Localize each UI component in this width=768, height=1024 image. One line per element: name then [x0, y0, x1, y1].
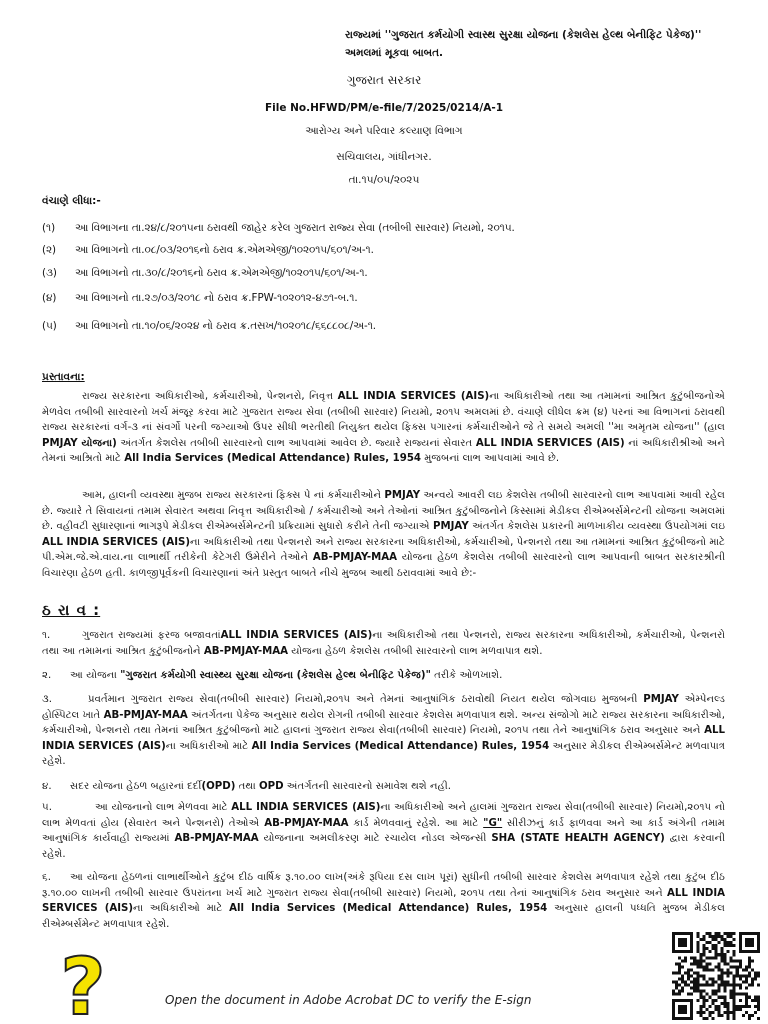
- bold-text-run: "ગુજરાત કર્મયોગી સ્વાસ્થ્ય સુરક્ષા યોજના (કેશલેસ હેલ્થ બેનીફિટ પેકેજ)": [120, 670, 431, 681]
- item-number: ૬.: [42, 872, 51, 883]
- reference-item: [42, 265, 732, 281]
- text-run: ના અધિકારીઓ માટે: [133, 903, 230, 915]
- bold-text-run: "G": [483, 817, 503, 829]
- reference-number: (૫): [42, 320, 57, 332]
- bold-text-run: PMJAY: [433, 521, 469, 533]
- text-run: કાર્ડ મેળવવાનું રહેશે. આ માટે: [348, 817, 484, 829]
- text-run: યોજના હેઠળ કેશલેસ તબીબી સારવારનો લાભ આપવાની બાબત સરકારશ્રીની વિચારણા હેઠળ હતી. કાળજીપૂર્વકની વિચારણાનાં અંતે પ્રસ્તુત બાબતે નીચે મુજબ આથી ઠરાવવામાં આવે છે:-: [42, 552, 725, 579]
- text-run: પ્રવર્તમાન ગુજરાત રાજ્ય સેવા(તબીબી સારવાર) નિયમો,૨૦૧૫ અને તેમનાં આનુષાંગિક ઠરાવોથી નિયત થયેલ જોગવાઇ મુજબની: [88, 694, 644, 705]
- text-run: ના અધિકારીઓ માટે: [165, 740, 252, 752]
- text-run: રાજ્ય સરકારના અધિકારીઓ, કર્મચારીઓ, પેન્શનરો, નિવૃત્ત: [82, 391, 338, 402]
- bold-text-run: ALL INDIA SERVICES (AIS): [220, 630, 373, 641]
- bold-text-run: All India Services (Medical Attendance) Rules, 1954: [251, 740, 550, 752]
- bold-text-run: AB-PMJAY-MAA: [103, 709, 188, 721]
- preamble-paragraph: [42, 488, 725, 598]
- text-run: આ યોજના હેઠળનાં લાભાર્થીઓને કુટુંબ દીઠ વાર્ષિક રૂ.૧૦.૦૦ લાખ(અંકે રૂપિયા દસ લાખ પૂરાં) સુધીની તબીબી સારવાર કેશલેસ મળવાપાત્ર રહેશે તથા કુટુંબ દીઠ રૂ.૧૦.૦૦ લાખની તબીબી સારવાર ઉપરાંતના ખર્ચ માટે ગુજરાત રાજ્ય સેવા(તબીબી સારવાર) નિયમો, ૨૦૧૫ તથા તેનાં આનુષાંગિક ઠરાવ અનુસાર અને: [42, 872, 725, 899]
- text-run: સીરીઝનું કાર્ડ ફાળવવા અને આ કાર્ડ અંગેની તમામ આનુષાંગિક કાર્યવાહી રાજ્યમાં: [42, 817, 725, 845]
- item-number: ૩.: [42, 694, 53, 705]
- text-run: નાં અધિકારીશ્રીઓ અને તેમનાં આશ્રિતો માટે: [42, 437, 725, 465]
- bold-text-run: ALL INDIA SERVICES (AIS): [337, 391, 490, 402]
- text-run: અંતર્ગત કેશલેસ તબીબી સારવારનો લાભ આપવામાં આવેલ છે. જ્યારે રાજ્યનાં સેવારત: [116, 437, 476, 449]
- text-run: મુજબનાં લાભ આપવામાં આવે છે.: [421, 453, 560, 465]
- document-date: તા.૧૫/૦૫/૨૦૨૫: [348, 174, 420, 186]
- resolution-item: [42, 870, 725, 933]
- item-text: [42, 872, 725, 930]
- text-run: ગુજરાત રાજ્યમાં ફરજ બજાવતાં: [82, 630, 221, 641]
- office-address: સચિવાલય, ગાંધીનગર.: [336, 151, 432, 163]
- reference-number: (૨): [42, 244, 57, 256]
- item-number: ૧.: [42, 630, 51, 641]
- bold-text-run: PMJAY યોજના): [42, 437, 117, 449]
- text-run: એમ્પેનલ્ડ હોસ્પિટલ ખાતે: [42, 694, 725, 721]
- qr-code-graphic: [672, 932, 760, 1020]
- text-run: અન્વયે આવરી લઇ કેશલેસ તબીબી સારવારનો લાભ આપવામાં આવી રહેલ છે. જ્યારે તે સિવાયનાં તમામ સેવારત અથવા નિવૃત્ત અધિકારીઓ / કર્મચારીઓ અને તેઓનાં આશ્રિત કુટુંબીજનોને કિસ્સામાં મેડીકલ રીએમ્બર્સમેન્ટની યોજના અમલમાં છે. વહીવટી સુધારણાનાં ભાગરૂપે મેડીકલ રીએમ્બર્સમેન્ટની પ્રક્રિયામાં સુધારો કરીને તેની જગ્યાએ: [42, 490, 725, 533]
- preamble-heading: પ્રસ્તાવના:: [42, 371, 85, 383]
- file-number: File No.HFWD/PM/e-file/7/2025/0214/A-1: [264, 102, 504, 114]
- bold-text-run: All India Services (Medical Attendance) Rules, 1954: [229, 903, 548, 915]
- resolution-item: [42, 692, 725, 771]
- qr-code-icon: [672, 932, 760, 1020]
- reference-number: (૩): [42, 267, 57, 279]
- bold-text-run: All India Services (Medical Attendance) Rules, 1954: [124, 453, 421, 465]
- esign-verify-note: Open the document in Adobe Acrobat DC to verify the E-sign: [165, 993, 532, 1007]
- question-mark-glyph: ?: [60, 948, 106, 1020]
- text-run: અંતર્ગતના પેકેજ અનુસાર થયેલ રોગની તબીબી સારવાર કેશલેસ મળવાપાત્ર થશે. અન્ય સંજોગો માટે રાજ્ય સરકારના અધિકારીઓ, કર્મચારીઓ, પેન્શનરો તથા તેમનાં આશ્રિત કુટુંબીજનો માટે હાલનાં ગુજરાત રાજ્ય સેવા(તબીબી સારવાર) નિયમો, ૨૦૧૫ તથા તેને આનુષાંગિક ઠરાવ અનુસાર અને: [42, 709, 725, 737]
- text-run: અનુસાર મેડીકલ રીએમ્બર્સમેન્ટ મળવાપાત્ર રહેશે.: [42, 740, 725, 768]
- bold-text-run: ALL INDIA SERVICES (AIS): [42, 725, 725, 752]
- resolution-item: [42, 628, 725, 660]
- reference-text: આ વિભાગનો તા.૨૭/૦૩/૨૦૧૮ નો ઠરાવ ક્ર.FPW-૧૦૨૦૧૨-૪૭૧-બ.૧.: [75, 292, 358, 304]
- reference-item: [42, 318, 732, 334]
- question-mark-graphic: [56, 948, 110, 1020]
- bold-text-run: SHA (STATE HEALTH AGENCY): [491, 833, 665, 845]
- item-text: [42, 802, 725, 860]
- reference-text: આ વિભાગનો તા.૧૦/૦૬/૨૦૨૪ નો ઠરાવ ક્ર.તસખ/૧૦૨૦૧૮/૬૬૮૮૦૮/અ-૧.: [75, 320, 377, 332]
- bold-text-run: AB-PMJAY-MAA: [312, 552, 398, 564]
- reference-text: આ વિભાગના તા.૨૪/૮/૨૦૧૫ના ઠરાવથી જાહેર કરેલ ગુજરાત રાજ્ય સેવા (તબીબી સારવાર) નિયમો, ૨૦૧૫.: [75, 222, 515, 234]
- bold-text-run: (OPD): [201, 781, 236, 792]
- bold-text-run: ALL INDIA SERVICES (AIS): [475, 437, 625, 449]
- item-number: ૨.: [42, 670, 52, 681]
- resolution-item: [42, 800, 725, 863]
- text-run: ના અધિકારીઓ તથા પેન્શનરો અને રાજ્ય સરકારના અધિકારીઓ, કર્મચારીઓ, પેન્શનરો તથા આ તમામનાં આશ્રિત કુટુંબીજનો માટે પી.એમ.જે.એ.વાય.ના લાભાર્થી તરીકેની કેટેગરી ઉમેરીને તેઓને: [42, 536, 725, 564]
- reference-number: (૪): [42, 292, 57, 304]
- resolution-item: [42, 779, 725, 795]
- reference-number: (૧): [42, 222, 56, 234]
- reference-text: આ વિભાગનો તા.૦૮/૦૩/૨૦૧૬નો ઠરાવ ક્ર.એમએજી/૧૦૨૦૧૫/૬૦૧/અ-૧.: [75, 244, 374, 256]
- text-run: યોજના હેઠળ કેશલેસ તબીબી સારવારનો લાભ મળવાપાત્ર થશે.: [288, 645, 543, 657]
- text-run: ના અધિકારીઓ તથા પેન્શનરો, રાજ્ય સરકારના અધિકારીઓ, કર્મચારીઓ, પેન્શનરો તથા આ તમામનાં આશ્રિત કુટુંબીજનોને: [42, 630, 725, 657]
- text-run: આ યોજનાનો લાભ મેળવવા માટે: [95, 802, 232, 813]
- bold-text-run: PMJAY: [643, 694, 679, 705]
- bold-text-run: ALL INDIA SERVICES (AIS): [42, 536, 191, 548]
- resolution-heading: ઠ રા વ :: [42, 601, 101, 619]
- text-run: તરીકે ઓળખાશે.: [430, 670, 503, 681]
- item-text: [70, 670, 502, 681]
- bold-text-run: AB-PMJAY-MAA: [174, 833, 259, 845]
- text-run: અંતર્ગત કેશલેસ પ્રકારની માળખાકીય વ્યવસ્થા ઉપયોગમાં લઇ: [468, 521, 725, 533]
- bold-text-run: OPD: [258, 781, 284, 792]
- bold-text-run: AB-PMJAY-MAA: [264, 817, 349, 829]
- bold-text-run: AB-PMJAY-MAA: [203, 645, 289, 657]
- reference-text: આ વિભાગનો તા.૩૦/૮/૨૦૧૬નો ઠરાવ ક્ર.એમએજી/૧૦૨૦૧૫/૬૦૧/અ-૧.: [75, 267, 368, 279]
- text-run: દ્વારા કરવાની રહેશે.: [42, 833, 725, 860]
- text-run: તથા: [235, 781, 259, 792]
- text-run: આમ, હાલની વ્યવસ્થા મુજબ રાજ્ય સરકારનાં ફિક્સ પે નાં કર્મચારીઓને: [82, 490, 385, 501]
- text-run: ના અધિકારીઓ અને હાલમાં ગુજરાત રાજ્ય સેવા(તબીબી સારવાર) નિયમો,૨૦૧૫ નો લાભ મેળવતાં હોય (સેવારત અને પેન્શનરો) તેઓએ: [42, 802, 725, 829]
- text-run: અંતર્ગતની સારવારનો સમાવેશ થશે નહી.: [283, 781, 451, 792]
- item-text: [42, 694, 725, 767]
- item-text: [42, 630, 725, 657]
- text-run: સદર યોજના હેઠળ બહારનાં દર્દી: [70, 781, 202, 792]
- reference-item: [42, 242, 732, 258]
- text-run: આ યોજના: [70, 670, 121, 681]
- references-heading: વંચાણે લીધા:-: [42, 195, 101, 207]
- item-text: [70, 781, 451, 792]
- question-mark-icon: [56, 948, 110, 1020]
- resolution-item: [42, 668, 725, 684]
- text-run: ના અધિકારીઓ તથા આ તમામનાં આશ્રિત કુટુંબીજનોએ મેળવેલ તબીબી સારવારનો ખર્ચ મંજૂર કરવા માટે ગુજરાત રાજ્ય સેવા (તબીબી સારવાર) નિયમો, ૨૦૧૫ અમલમાં છે. વંચાણે લીધેલ ક્રમ (૪) પરનાં આ વિભાગનાં ઠરાવથી રાજ્ય સરકારનાં વર્ગ-૩ નાં સંવર્ગો પરની જગ્યાઓ ઉપર સીધી ભરતીથી નિયુક્ત થયેલ ફિક્સ પગારનાં કર્મચારીઓને જે તે સમયે અમલી ''મા અમૃતમ યોજના'' (હાલ: [42, 391, 725, 434]
- bold-text-run: ALL INDIA SERVICES (AIS): [42, 887, 725, 915]
- reference-item: [42, 290, 732, 306]
- preamble-paragraph: [42, 389, 725, 485]
- subject-line: રાજ્યમાં ''ગુજરાત કર્મયોગી સ્વાસ્થ સુરક્ષા યોજના (કેશલેસ હેલ્થ બેનીફિટ પેકેજ)'' અમલમાં મૂકવા બાબત.: [345, 29, 702, 59]
- department-name: આરોગ્ય અને પરિવાર કલ્યાણ વિભાગ: [305, 125, 463, 137]
- text-run: અનુસાર હાલની પધ્ધતિ મુજબ મેડીકલ રીએમ્બર્સમેન્ટ મળવાપાત્ર રહેશે.: [42, 903, 725, 930]
- reference-item: [42, 220, 732, 236]
- item-number: ૪.: [42, 781, 52, 792]
- bold-text-run: PMJAY: [384, 490, 421, 501]
- bold-text-run: ALL INDIA SERVICES (AIS): [231, 802, 381, 813]
- item-number: ૫.: [42, 802, 52, 813]
- government-name: ગુજરાત સરકાર: [346, 73, 422, 87]
- text-run: યોજનાના અમલીકરણ માટે રચાયેલ નોડલ એજન્સી: [258, 833, 492, 845]
